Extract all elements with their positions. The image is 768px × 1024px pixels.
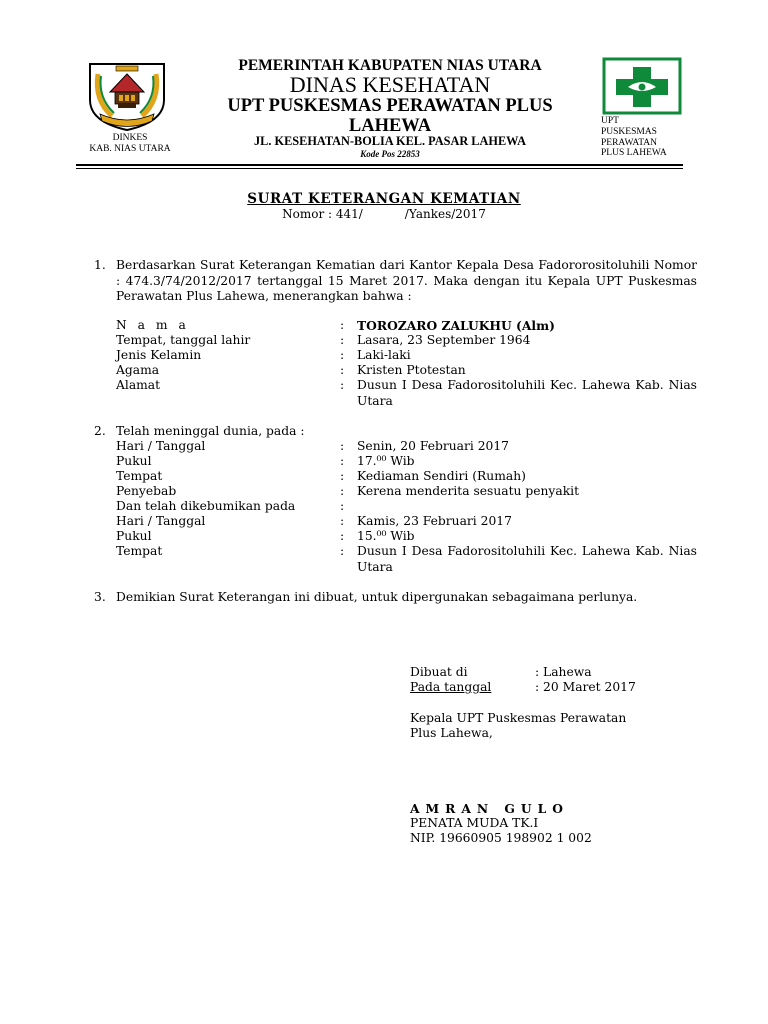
document-title-text: SURAT KETERANGAN KEMATIAN <box>247 191 521 207</box>
made-at-label: Dibuat di <box>410 665 468 679</box>
puskesmas-caption <box>601 116 667 159</box>
header-address: JL. KESEHATAN-BOLIA KEL. PASAR LAHEWA <box>254 134 526 148</box>
para2-intro: Telah meninggal dunia, pada : <box>116 424 305 438</box>
para3-text: Demikian Surat Keterangan ini dibuat, untuk dipergunakan sebagaimana perlunya. <box>116 590 638 604</box>
document-title <box>0 191 768 207</box>
identity-label-address: Alamat <box>116 378 161 392</box>
header-rule-thin <box>76 168 683 169</box>
burial-label-place: Tempat <box>116 544 163 558</box>
header-unit-line2: LAHEWA <box>348 116 432 136</box>
death-colon: : <box>340 469 345 483</box>
identity-colon: : <box>340 378 345 392</box>
date-line <box>410 680 642 694</box>
identity-value-address: Dusun I Desa Fadorositoluhili Kec. Lahewa Kab. Nias Utara <box>357 378 697 408</box>
header-unit <box>190 96 590 136</box>
header-agency: DINAS KESEHATAN <box>289 72 491 97</box>
death-colon: : <box>340 484 345 498</box>
para1-number: 1. <box>94 258 106 272</box>
death-label-date: Hari / Tanggal <box>116 439 206 453</box>
dinkes-caption-line1: DINKES <box>112 133 148 143</box>
identity-colon: : <box>340 318 345 332</box>
burial-colon: : <box>340 544 345 558</box>
burial-colon: : <box>340 529 345 543</box>
identity-label-ttl: Tempat, tanggal lahir <box>116 333 251 347</box>
dinkes-logo <box>86 60 168 132</box>
made-at-value: : Lahewa <box>535 665 592 679</box>
death-label-cause: Penyebab <box>116 484 177 498</box>
puskesmas-caption-line4: PLUS LAHEWA <box>601 148 667 159</box>
puskesmas-caption-line2: PUSKESMAS <box>601 126 657 137</box>
identity-colon: : <box>340 363 345 377</box>
signer-position-line2: Plus Lahewa, <box>410 726 493 740</box>
header-postal: Kode Pos 22853 <box>360 149 420 159</box>
puskesmas-caption-line3: PERAWATAN <box>601 137 658 148</box>
puskesmas-logo <box>600 57 682 115</box>
death-value-cause: Kerena menderita sesuatu penyakit <box>357 484 580 498</box>
identity-label-religion: Agama <box>116 363 160 377</box>
header-unit-line1: UPT PUSKESMAS PERAWATAN PLUS <box>227 96 553 116</box>
burial-colon: : <box>340 514 345 528</box>
para3-number: 3. <box>94 590 106 604</box>
death-label-time: Pukul <box>116 454 152 468</box>
identity-value-religion: Kristen Ptotestan <box>357 363 466 377</box>
document-number: Nomor : 441/ /Yankes/2017 <box>282 207 486 221</box>
death-label-place: Tempat <box>116 469 163 483</box>
dinkes-caption-line2: KAB. NIAS UTARA <box>89 144 171 154</box>
death-value-place: Kediaman Sendiri (Rumah) <box>357 469 526 483</box>
identity-value-nama: TOROZARO ZALUKHU (Alm) <box>357 318 555 333</box>
identity-value-gender: Laki-laki <box>357 348 411 362</box>
identity-colon: : <box>340 348 345 362</box>
identity-value-ttl: Lasara, 23 September 1964 <box>357 333 531 347</box>
burial-value-date: Kamis, 23 Februari 2017 <box>357 514 512 528</box>
signer-nip: NIP. 19660905 198902 1 002 <box>410 831 592 845</box>
death-value-time: 17.⁰⁰ Wib <box>357 454 415 468</box>
signer-rank: PENATA MUDA TK.I <box>410 816 539 830</box>
puskesmas-caption-line1: UPT <box>601 116 619 126</box>
date-label: Pada tanggal <box>410 680 492 694</box>
death-value-date: Senin, 20 Februari 2017 <box>357 439 509 453</box>
burial-colon: : <box>340 499 345 513</box>
death-colon: : <box>340 454 345 468</box>
burial-value-place: Dusun I Desa Fadorositoluhili Kec. Lahewa Kab. Nias Utara <box>357 544 697 574</box>
signer-name: AMRAN GULO <box>410 801 570 816</box>
dinkes-caption <box>76 133 184 155</box>
burial-label-time: Pukul <box>116 529 152 543</box>
header-rule-thick <box>76 164 683 166</box>
para2-number: 2. <box>94 424 106 438</box>
burial-label-date: Hari / Tanggal <box>116 514 206 528</box>
burial-label-intro: Dan telah dikebumikan pada <box>116 499 296 513</box>
para1-text: Berdasarkan Surat Keterangan Kematian dari Kantor Kepala Desa Fadororositoluhili Nomor : 474.3/74/2012/2017 tertanggal 15 Maret 2017. Maka dengan itu Kepala UPT Puskesmas Perawatan Plus Lahewa, menerangkan bahwa : <box>116 258 697 303</box>
signer-position-line1: Kepala UPT Puskesmas Perawatan <box>410 711 627 725</box>
identity-colon: : <box>340 333 345 347</box>
header-government: PEMERINTAH KABUPATEN NIAS UTARA <box>238 57 542 74</box>
burial-value-time: 15.⁰⁰ Wib <box>357 529 415 543</box>
date-value: : 20 Maret 2017 <box>535 680 636 694</box>
death-colon: : <box>340 439 345 453</box>
identity-label-gender: Jenis Kelamin <box>116 348 202 362</box>
identity-label-nama: N a m a <box>116 318 190 332</box>
